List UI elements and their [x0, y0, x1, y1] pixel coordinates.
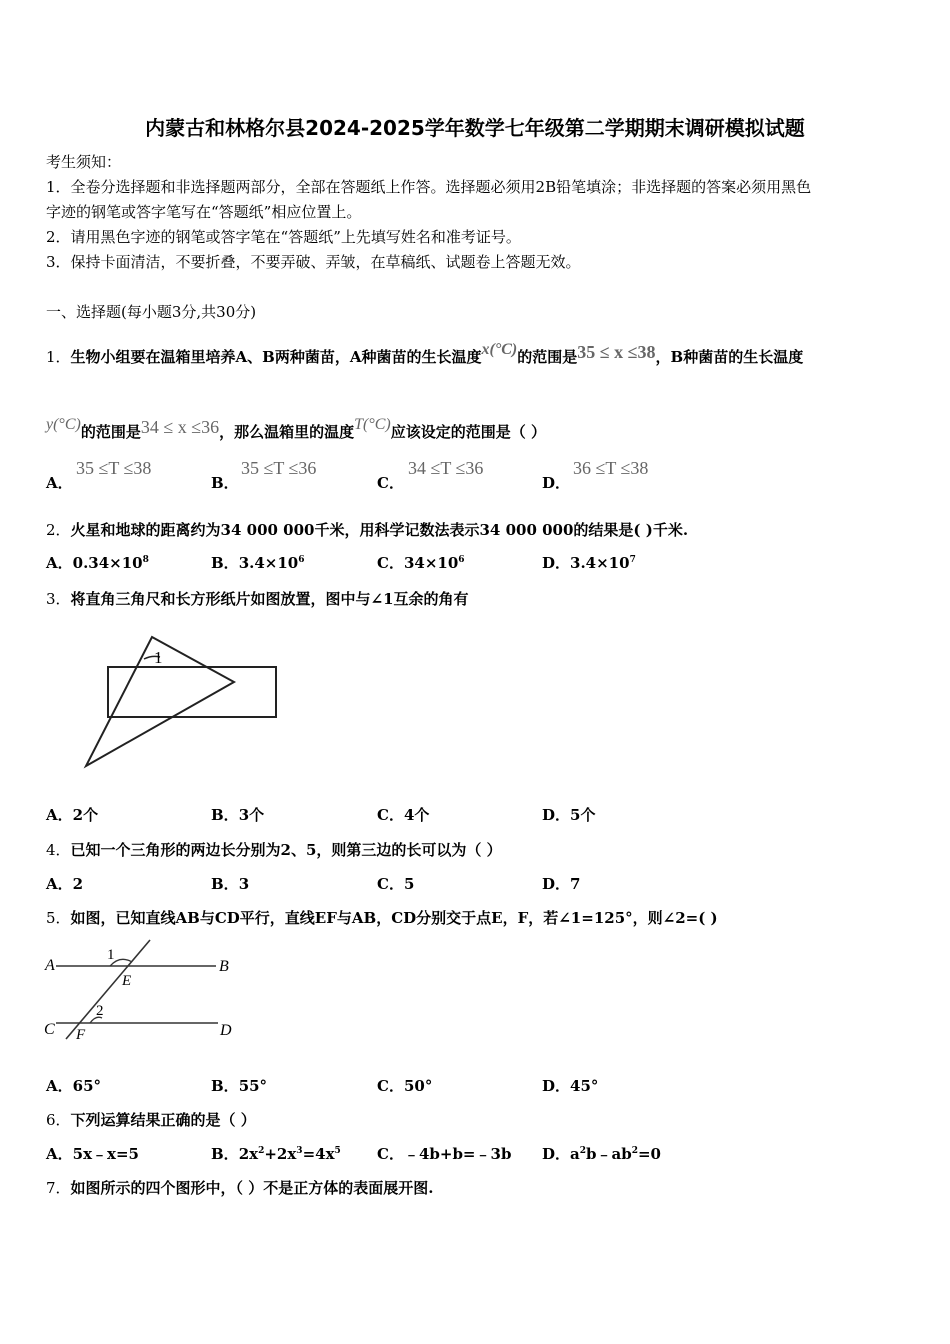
option-label: B． — [211, 1145, 239, 1163]
q4-text: 已知一个三角形的两边长分别为2、5，则第三边的长可以为（ ） — [70, 841, 502, 859]
option-text: 3个 — [238, 806, 265, 824]
q1-text-4: 的范围是 — [80, 423, 141, 441]
option-text: 3 — [238, 875, 250, 893]
q7-text: 如图所示的四个图形中，（ ）不是正方体的表面展开图. — [70, 1179, 434, 1197]
option-text: 3.4×10 — [238, 554, 299, 572]
section-heading: 一、选择题(每小题3分,共30分) — [46, 303, 257, 321]
question-7 — [46, 1178, 434, 1198]
option-text: 3.4×10 — [570, 554, 630, 572]
option-exponent: 7 — [629, 555, 636, 565]
question-3 — [46, 589, 469, 609]
option-exponent: 2 — [579, 1146, 587, 1156]
option-label: D． — [542, 554, 571, 572]
point-e-label: E — [122, 973, 132, 989]
option-label: B． — [211, 474, 239, 492]
option-label: C． — [377, 875, 404, 893]
notice-item-1-cont: 字迹的钢笔或答字笔写在“答题纸”相应位置上。 — [46, 203, 362, 221]
option-label: A． — [46, 875, 73, 893]
option-exponent: 3 — [296, 1146, 303, 1156]
q1-math-x: x(°C) — [481, 341, 518, 358]
option-label: C． — [377, 1145, 404, 1163]
point-c-label: C — [44, 1021, 55, 1038]
option-label: B． — [211, 554, 239, 572]
q4-option-a[interactable] — [46, 874, 83, 894]
q1-math-t: T(°C) — [354, 416, 391, 433]
option-text: =0 — [637, 1145, 661, 1163]
q5-option-c[interactable] — [377, 1076, 432, 1096]
option-text: 5个 — [570, 806, 596, 824]
q3-option-a[interactable] — [46, 805, 98, 825]
question-number: 1． — [46, 348, 71, 366]
q5-option-b[interactable] — [211, 1076, 267, 1096]
angle-1-label: 1 — [107, 947, 115, 963]
option-text: 5x﹣x=5 — [72, 1145, 139, 1163]
q5-text: 如图，已知直线AB与CD平行，直线EF与AB，CD分别交于点E，F，若∠1=125°，则∠2=( ) — [70, 909, 718, 927]
option-label: A． — [46, 474, 73, 492]
option-exponent: 5 — [334, 1146, 341, 1156]
q1-option-d-math: 36 ≤T ≤38 — [573, 458, 649, 478]
q1-text-5: ，那么温箱里的温度 — [219, 423, 355, 441]
point-f-label: F — [76, 1027, 86, 1043]
question-5 — [46, 908, 718, 928]
q4-option-b[interactable] — [211, 874, 249, 894]
option-text: +2x — [264, 1145, 297, 1163]
option-text: 2个 — [72, 806, 99, 824]
option-label: B． — [211, 806, 239, 824]
question-number: 3． — [46, 590, 71, 608]
q6-option-d[interactable] — [542, 1144, 661, 1164]
option-label: B． — [211, 875, 239, 893]
q1-text-3: ，B种菌苗的生长温度 — [655, 348, 804, 366]
q3-option-d[interactable] — [542, 805, 595, 825]
angle-1-label: 1 — [154, 648, 163, 667]
q2-option-a[interactable] — [46, 553, 149, 573]
question-number: 2． — [46, 521, 71, 539]
q1-math-y: y(°C) — [46, 416, 81, 433]
q1-math-range-a: 35 ≤ x ≤38 — [577, 342, 656, 362]
notice-heading: 考生须知： — [46, 153, 122, 171]
option-text: 34×10 — [403, 554, 459, 572]
q3-option-c[interactable] — [377, 805, 429, 825]
q4-option-c[interactable] — [377, 874, 414, 894]
option-text: 55° — [238, 1077, 268, 1095]
question-2 — [46, 520, 688, 540]
option-text: 4个 — [403, 806, 430, 824]
option-label: A． — [46, 1145, 73, 1163]
option-label: C． — [377, 554, 404, 572]
option-label: B． — [211, 1077, 239, 1095]
option-label: C． — [377, 474, 404, 492]
option-label: D． — [542, 806, 571, 824]
option-text: 50° — [403, 1077, 433, 1095]
q1-option-b[interactable] — [211, 473, 239, 493]
angle-2-label: 2 — [96, 1003, 104, 1019]
option-label: A． — [46, 1077, 73, 1095]
option-text: 2x — [238, 1145, 259, 1163]
page-title: 内蒙古和林格尔县2024-2025学年数学七年级第二学期期末调研模拟试题 — [145, 116, 805, 140]
option-text: 65° — [72, 1077, 102, 1095]
point-b-label: B — [219, 958, 229, 975]
q6-option-a[interactable] — [46, 1144, 139, 1164]
q1-text-1: 生物小组要在温箱里培养A、B两种菌苗，A种菌苗的生长温度 — [70, 348, 482, 366]
q1-option-c[interactable] — [377, 473, 404, 493]
option-label: D． — [542, 1145, 571, 1163]
q3-figure-triangle-rectangle — [70, 625, 290, 775]
option-text: b﹣ab — [586, 1145, 632, 1163]
option-exponent: 2 — [258, 1146, 265, 1156]
q2-option-d[interactable] — [542, 553, 636, 573]
q1-text-2: 的范围是 — [517, 348, 578, 366]
question-number: 6． — [46, 1111, 71, 1129]
option-label: D． — [542, 474, 571, 492]
option-label: A． — [46, 554, 73, 572]
option-text: 7 — [570, 875, 581, 893]
q6-option-b[interactable] — [211, 1144, 341, 1164]
q4-option-d[interactable] — [542, 874, 580, 894]
option-label: C． — [377, 1077, 404, 1095]
q3-option-b[interactable] — [211, 805, 264, 825]
option-text: 0.34×10 — [72, 554, 143, 572]
q5-figure-parallel-lines — [40, 935, 240, 1045]
option-label: A． — [46, 806, 73, 824]
option-exponent: 6 — [458, 555, 465, 565]
point-a-label: A — [45, 957, 55, 974]
question-4 — [46, 840, 502, 860]
question-1-line-2 — [46, 415, 546, 442]
option-text: ﹣4b+b=﹣3b — [403, 1145, 512, 1163]
option-label: C． — [377, 806, 404, 824]
option-text: =4x — [302, 1145, 335, 1163]
option-label: D． — [542, 1077, 571, 1095]
option-label: D． — [542, 875, 571, 893]
point-d-label: D — [220, 1022, 232, 1039]
question-6 — [46, 1110, 256, 1130]
q1-option-a-math: 35 ≤T ≤38 — [76, 458, 152, 478]
question-number: 7． — [46, 1179, 71, 1197]
q2-text: 火星和地球的距离约为34 000 000千米，用科学记数法表示34 000 000的结果是( )千米. — [70, 521, 689, 539]
option-exponent: 2 — [631, 1146, 638, 1156]
option-exponent: 6 — [298, 555, 305, 565]
option-text: 5 — [403, 875, 415, 893]
option-text: 45° — [570, 1077, 599, 1095]
q3-text: 将直角三角尺和长方形纸片如图放置，图中与∠1互余的角有 — [70, 590, 469, 608]
option-text: 2 — [72, 875, 84, 893]
question-number: 4． — [46, 841, 71, 859]
option-exponent: 8 — [142, 555, 149, 565]
notice-item-2: 2．请用黑色字迹的钢笔或答字笔在“答题纸”上先填写姓名和准考证号。 — [46, 228, 521, 246]
notice-item-3: 3．保持卡面清洁，不要折叠，不要弄破、弄皱，在草稿纸、试题卷上答题无效。 — [46, 253, 581, 271]
q2-option-c[interactable] — [377, 553, 465, 573]
question-1-line-1 — [46, 340, 803, 367]
question-number: 5． — [46, 909, 71, 927]
q6-option-c[interactable] — [377, 1144, 511, 1164]
q1-option-a[interactable] — [46, 473, 73, 493]
q5-option-a[interactable] — [46, 1076, 101, 1096]
q1-option-d[interactable] — [542, 473, 570, 493]
q5-option-d[interactable] — [542, 1076, 598, 1096]
q2-option-b[interactable] — [211, 553, 305, 573]
option-text: a — [570, 1145, 580, 1163]
q6-text: 下列运算结果正确的是（ ） — [70, 1111, 256, 1129]
q1-option-c-math: 34 ≤T ≤36 — [408, 458, 484, 478]
notice-item-1: 1．全卷分选择题和非选择题两部分，全部在答题纸上作答。选择题必须用2B铅笔填涂；非选择题的答案必须用黑色 — [46, 178, 812, 196]
q1-option-b-math: 35 ≤T ≤36 — [241, 458, 317, 478]
q1-math-range-b: 34 ≤ x ≤36 — [140, 417, 220, 437]
q1-text-6: 应该设定的范围是（ ） — [390, 423, 546, 441]
